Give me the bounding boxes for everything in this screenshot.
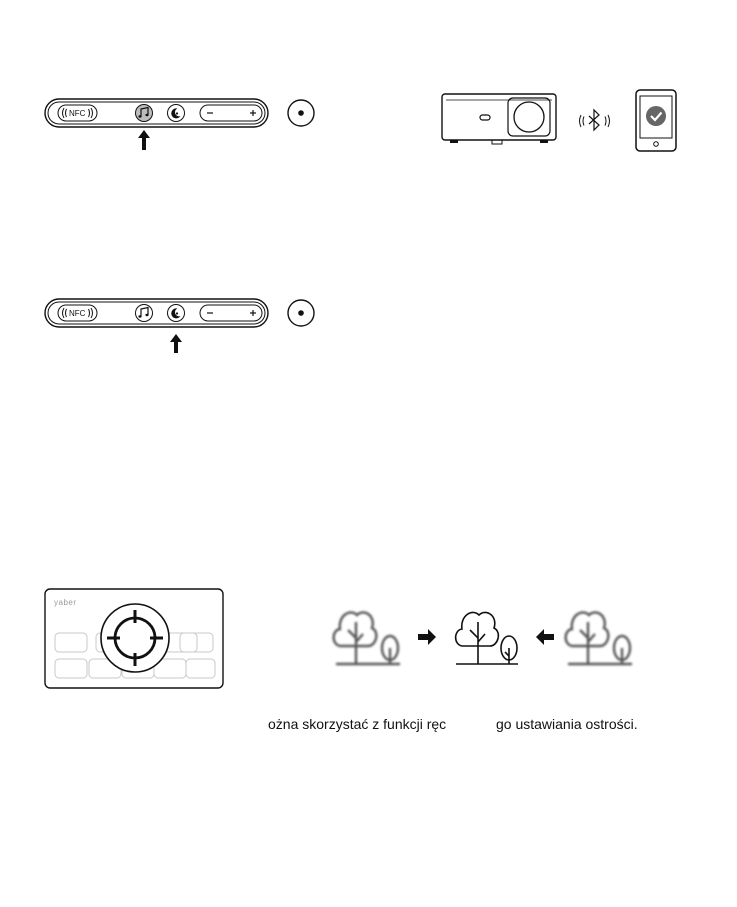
power-button[interactable] bbox=[288, 100, 314, 126]
right-arrow-icon bbox=[418, 629, 436, 645]
nfc-button[interactable] bbox=[58, 305, 97, 321]
moon-button[interactable] bbox=[168, 105, 185, 122]
up-arrow-icon bbox=[138, 130, 150, 150]
bluetooth-pairing-illustration bbox=[440, 88, 680, 156]
bluetooth-icon bbox=[580, 110, 610, 130]
moon-button[interactable] bbox=[168, 305, 185, 322]
volume-rocker[interactable] bbox=[200, 305, 262, 321]
phone-icon bbox=[636, 90, 676, 151]
focus-illustration bbox=[330, 600, 640, 672]
music-button[interactable] bbox=[136, 105, 153, 122]
control-panel-1 bbox=[44, 96, 324, 154]
dpad-icon[interactable] bbox=[101, 604, 169, 672]
projector-icon bbox=[442, 94, 556, 144]
nfc-button[interactable] bbox=[58, 105, 97, 121]
volume-rocker[interactable] bbox=[200, 105, 262, 121]
power-button[interactable] bbox=[288, 300, 314, 326]
caption-part-1: ożna skorzystać z funkcji ręc bbox=[268, 716, 447, 732]
sharp-trees-icon bbox=[456, 612, 518, 664]
control-panel-2 bbox=[44, 296, 324, 354]
blurry-trees-icon bbox=[334, 612, 400, 664]
left-arrow-icon bbox=[536, 629, 554, 645]
check-icon bbox=[646, 106, 666, 126]
music-button[interactable] bbox=[136, 305, 153, 322]
nfc-label: NFC bbox=[69, 109, 86, 118]
blurry-trees-icon bbox=[566, 612, 632, 664]
remote-control-illustration bbox=[44, 588, 226, 692]
caption-part-2: go ustawiania ostrości. bbox=[496, 716, 638, 732]
remote-brand-logo: yaber bbox=[54, 598, 77, 607]
nfc-label: NFC bbox=[69, 309, 86, 318]
plus-icon bbox=[250, 310, 256, 316]
plus-icon bbox=[250, 110, 256, 116]
up-arrow-icon bbox=[170, 334, 182, 353]
